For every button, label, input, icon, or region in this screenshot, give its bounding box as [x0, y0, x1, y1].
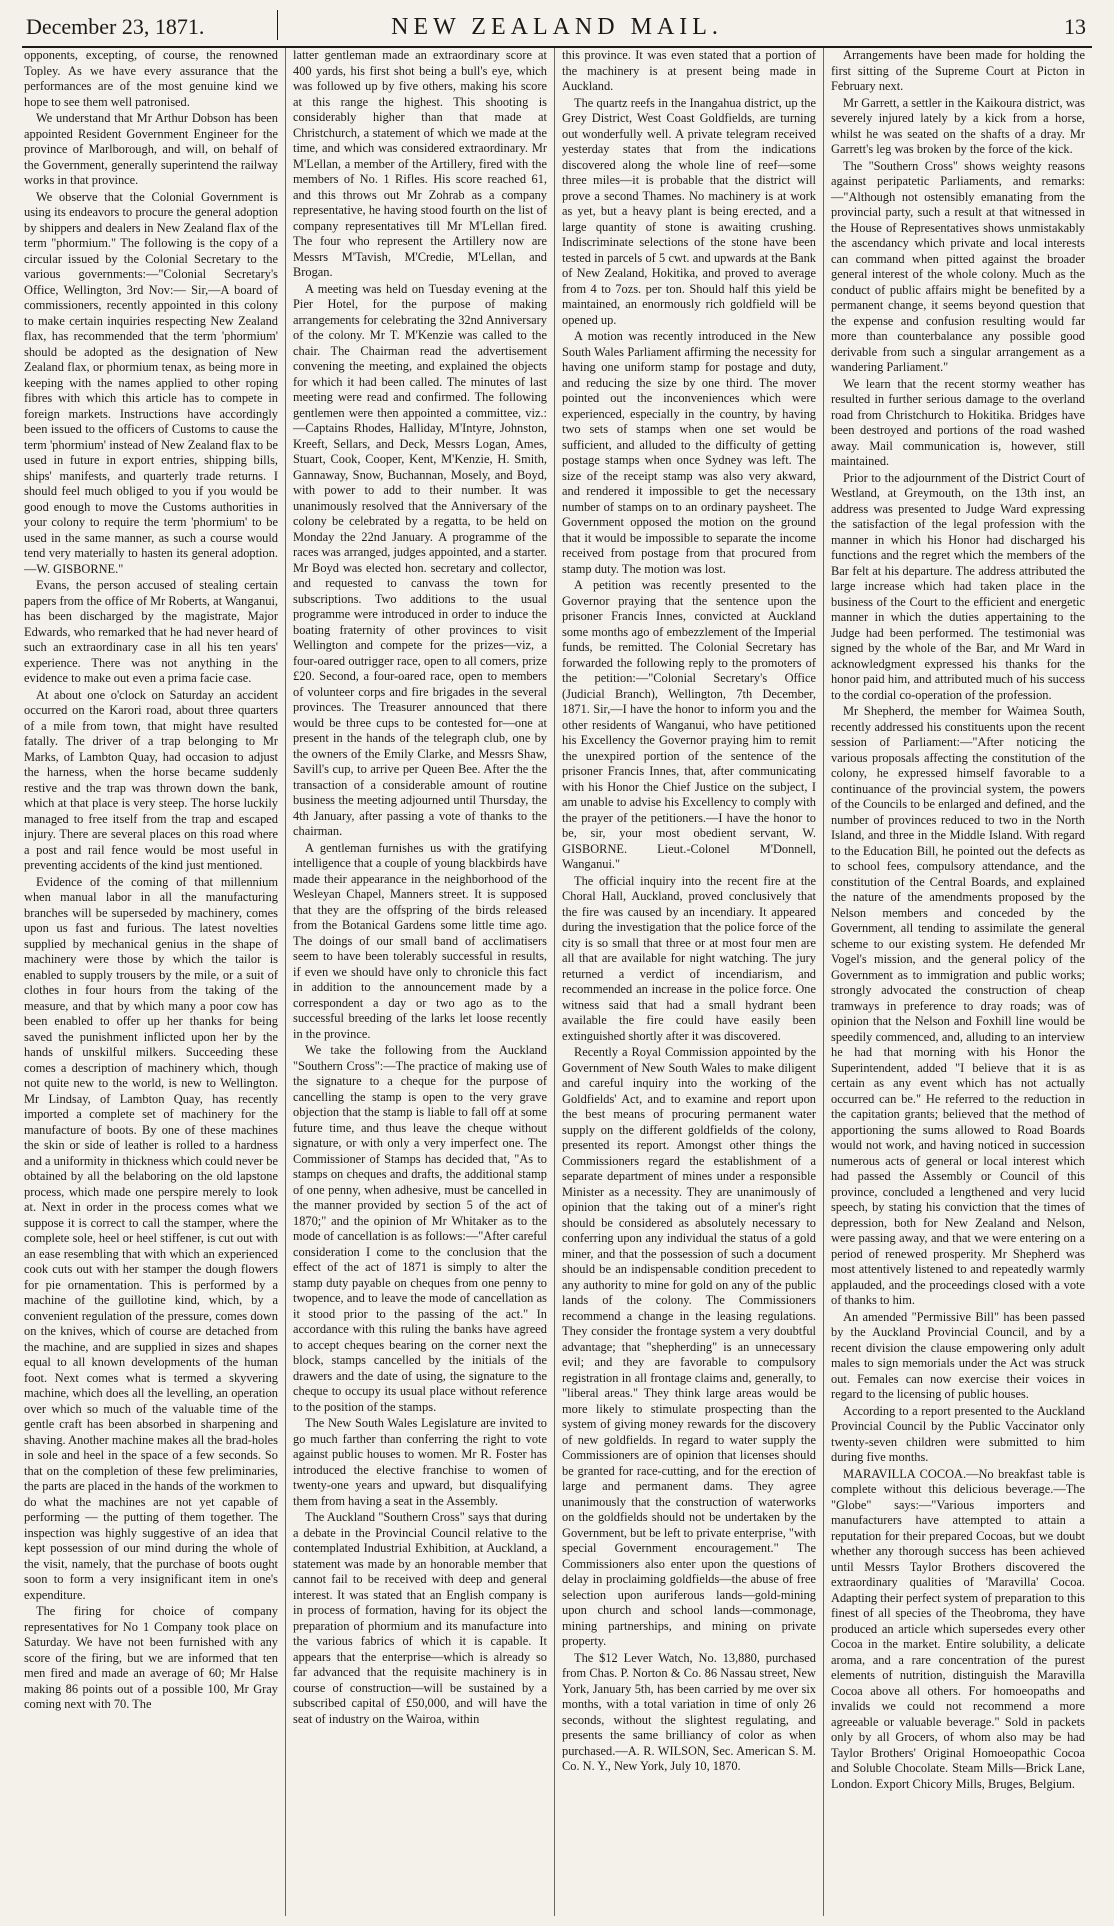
article-paragraph: opponents, excepting, of course, the renowned Topley. As we have every assurance that the performances are of the most genuine kind we hope to see them well patronised. [24, 48, 278, 109]
article-paragraph: We understand that Mr Arthur Dobson has been appointed Resident Government Engineer for the province of Marlborough, and will, on behalf of the Government, generally superintend the railway works in that province. [24, 111, 278, 187]
article-paragraph: Mr Shepherd, the member for Waimea South, recently addressed his constituents upon the recent session of Parliament:—"After noticing the various proposals affecting the constitution of the colony, he expressed himself favorable to a continuance of the provincial system, the powers of the Councils to be enlarged and defined, and the number of provinces reduced to two in the North Island, and three in the Middle Island. With regard to the Education Bill, he pointed out the defects as to school fees, compulsory attendance, and the constitution of the Central Boards, and explained the nature of the amendments proposed by the Nelson members and conceded by the Government, all tending to assimilate the general scheme to our existing system. He defended Mr Vogel's mission, and the general policy of the Government as to immigration and public works; strongly advocated the construction of cheap tramways in preference to dray roads; was of opinion that the Nelson and Foxhill line would be speedily commenced, and, alluding to an interview he had that morning with his Honor the Superintendent, added "I believe that it is as certain as any event which has not actually occurred can be." He referred to the reduction in the capitation grants; believed that the method of apportioning the sums allowed to Road Boards would not work, and having noticed in succession numerous acts of general or local interest which had passed the Assembly or Council of this province, concluded a lengthened and very lucid speech, by stating his conviction that the times of depression, both for New Zealand and Nelson, were passing away, and that we were entering on a period of renewed prosperity. Mr Shepherd was most attentively listened to and repeatedly warmly applauded, and the proceedings closed with a vote of thanks to him. [831, 704, 1085, 1307]
article-paragraph: A petition was recently presented to the Governor praying that the sentence upon the prisoner Francis Innes, convicted at Auckland some months ago of embezzlement of the Imperial funds, be remitted. The Colonial Secretary has forwarded the following reply to the promoters of the petition:—"Colonial Secretary's Office (Judicial Branch), Wellington, 7th December, 1871. Sir,—I have the honor to inform you and the other residents of Wanganui, who have petitioned his Excellency the Governor praying him to remit the unexpired portion of the sentence of the prisoner Francis Innes, that, after communicating with his Honor the Chief Justice on the subject, I am unable to advise his Excellency to comply with the prayer of the petitioners.—I have the honor to be, sir, your most obedient servant, W. GISBORNE. Lieut.-Colonel M'Donnell, Wanganui." [562, 578, 816, 871]
article-paragraph: We take the following from the Auckland "Southern Cross":—The practice of making use of the signature to a cheque for the purpose of cancelling the stamp is open to the very grave objection that the stamp is liable to fall off at some future time, and thus leave the cheque without signature, or with only a very imperfect one. The Commissioner of Stamps has decided that, "As to stamps on cheques and drafts, the additional stamp of one penny, when adhesive, must be cancelled in the manner provided by section 5 of the act of 1870;" and the opinion of Mr Whitaker as to the mode of cancellation is as follows:—"After careful consideration I come to the conclusion that the effect of the act of 1871 is simply to alter the stamp duty payable on cheques from one penny to twopence, and to leave the mode of cancellation as it stood prior to the passing of the act." In accordance with this ruling the banks have agreed to accept cheques bearing on the corner next the block, stamps cancelled by the initials of the drawers and the date of using, the signature to the cheque to occupy its usual place without reference to the position of the stamps. [293, 1043, 547, 1414]
article-paragraph: We learn that the recent stormy weather has resulted in further serious damage to the overland road from Christchurch to Hokitika. Bridges have been destroyed and portions of the road washed away. Mail communication is, however, still maintained. [831, 376, 1085, 468]
article-paragraph: Mr Garrett, a settler in the Kaikoura district, was severely injured lately by a kick from a horse, whilst he was seated on the shafts of a dray. Mr Garrett's leg was broken by the force of the kick. [831, 95, 1085, 156]
article-paragraph: The New South Wales Legislature are invited to go much farther than conferring the right to vote against public houses to women. Mr R. Foster has introduced the elective franchise to women of twenty-one years and upward, but disqualifying them from having a seat in the Assembly. [293, 1416, 547, 1508]
article-paragraph: A gentleman furnishes us with the gratifying intelligence that a couple of young blackbirds have made their appearance in the neighborhood of the Wesleyan Chapel, Manners street. It is supposed that they are the offspring of the birds released from the Botanical Gardens some little time ago. The doings of our small band of acclimatisers seem to have been tolerably successful in results, if even we should have only to chronicle this fact in addition to the announcement made by a correspondent a day or two ago as to the successful breeding of the larks let loose recently in the province. [293, 840, 547, 1041]
article-paragraph: The official inquiry into the recent fire at the Choral Hall, Auckland, proved conclusively that the fire was caused by an incendiary. It appeared during the investigation that the police force of the city is so small that three or at most four men are all that are available for night watching. The jury returned a verdict of incendiarism, and recommended an increase in the police force. One witness said that had a small hydrant been available the fire could have easily been extinguished shortly after it was discovered. [562, 873, 816, 1043]
column-2 [285, 48, 554, 1916]
article-paragraph: The quartz reefs in the Inangahua district, up the Grey District, West Coast Goldfields, are turning out wonderfully well. A private telegram received yesterday states that from the indications discovered along the whole line of reef—some three miles—it is probable that the district will prove a second Thames. No machinery is at work as yet, but a heavy plant is being erected, and a large quantity of stone is awaiting crushing. Indiscriminate selections of the stone have been tested in parcels of 5 cwt. and upwards at the Bank of New Zealand, Hokitika, and proved to average from 4 to 7ozs. per ton. Should half this yield be maintained, an enormously rich goldfield will be opened up. [562, 95, 816, 327]
column-3 [554, 48, 823, 1916]
article-paragraph: A motion was recently introduced in the New South Wales Parliament affirming the necessity for having one uniform stamp for postage and duty, and reducing the size by one third. The mover pointed out the inconveniences which were experienced, especially in the country, by having two sets of stamps when one set would be sufficient, and alluded to the difficulty of getting postage stamps when once Sydney was left. The size of the receipt stamp was also very akward, and rendered it impossible to get the necessary number of stamps on to an ordinary paysheet. The Government opposed the motion on the ground that it would be impossible to separate the income received from postage from that procured from stamp duty. The motion was lost. [562, 329, 816, 576]
article-columns [22, 48, 1092, 1916]
newspaper-title: NEW ZEALAND MAIL. [391, 14, 723, 40]
page-number: 13 [1064, 14, 1086, 39]
article-paragraph: Prior to the adjournment of the District Court of Westland, at Greymouth, on the 13th inst, an address was presented to Judge Ward expressing the satisfaction of the legal profession with the manner in which his Honor had discharged his functions and the regret which the members of the Bar felt at his departure. The address attributed the large increase which had taken place in the business of the Court to the efficient and energetic manner in which the duties appertaining to the Judge had been performed. The testimonial was signed by the whole of the Bar, and Mr Ward in acknowledgment expressed his thanks for the honor paid him, and attributed much of his success to the cordial co-operation of the profession. [831, 470, 1085, 702]
article-paragraph: Arrangements have been made for holding the first sitting of the Supreme Court at Picton in February next. [831, 48, 1085, 93]
article-paragraph: The $12 Lever Watch, No. 13,880, purchased from Chas. P. Norton & Co. 86 Nassau street, New York, January 5th, has been carried by me over six months, with a total variation in time of only 26 seconds, without the slightest regulating, and presents the same brilliancy of color as when purchased.—A. R. WILSON, Sec. American S. M. Co. N. Y., New York, July 10, 1870. [562, 1650, 816, 1773]
article-paragraph: latter gentleman made an extraordinary score at 400 yards, his first shot being a bull's eye, which was followed up by five others, making his score at this range the highest. This shooting is considerably higher than that made at Christchurch, a statement of which we made at the time, and which was considered extraordinary. Mr M'Lellan, a member of the Artillery, fired with the members of No. 1 Rifles. His score reached 61, and this throws out Mr Zohrab as a company representative, he having stood fourth on the list of company representatives till Mr M'Lellan fired. The four who represent the Artillery now are Messrs M'Tavish, M'Credie, M'Lellan, and Brogan. [293, 48, 547, 279]
issue-date: December 23, 1871. [26, 14, 205, 39]
article-paragraph: Recently a Royal Commission appointed by the Government of New South Wales to make diligent and careful inquiry into the working of the Goldfields' Act, and to examine and report upon the best means of procuring permanent water supply on the different goldfields of the colony, presented its report. Amongst other things the Commissioners regard the establishment of a separate department of mines under a responsible Minister as a necessity. They are unanimously of opinion that the taking out of a miner's right should be considered as absolutely necessary to conferring upon any individual the status of a gold miner, and that the possession of such a document should be an indispensable condition precedent to any authority to mine for gold on any of the public lands of the colony. The Commissioners recommend a change in the leasing regulations. They consider the frontage system a very doubtful advantage; that "shepherding" is an unnecessary evil; and they are favorable to compulsory registration in all frontage claims and, generally, to "liberal areas." They think large areas would be more likely to stimulate prospecting than the system of giving money rewards for the discovery of new goldfields. In regard to water supply the Commissioners are of opinion that licenses should be granted for race-cutting, and for the erection of large and permanent dams. They agree unanimously that the construction of waterworks on the goldfields should not be undertaken by the Government, but be left to private enterprise, "with special Government encouragement." The Commissioners also enter upon the questions of delay in proclaiming goldfields—the abuse of free selection upon auriferous lands—gold-mining upon church and school lands—commonage, mining partnerships, and mining on private property. [562, 1045, 816, 1648]
article-paragraph: this province. It was even stated that a portion of the machinery is at present being made in Auckland. [562, 48, 816, 93]
column-1 [22, 48, 285, 1916]
article-paragraph: A meeting was held on Tuesday evening at the Pier Hotel, for the purpose of making arrangements for celebrating the 32nd Anniversary of the colony. Mr T. M'Kenzie was called to the chair. The Chairman read the advertisement convening the meeting, and explained the objects for which it had been called. The minutes of last meeting were read and confirmed. The following gentlemen were then appointed a committee, viz.:—Captains Rhodes, Halliday, M'Intyre, Johnston, Kreeft, Sellars, and Deck, Messrs Logan, Ames, Stuart, Cook, Cooper, Kent, M'Kenzie, H. Smith, Gannaway, Snow, Buchannan, Mosely, and Boyd, with power to add to their number. It was unanimously resolved that the Anniversary of the colony be celebrated by a regatta, to be held on Monday the 22nd January. A programme of the races was arranged, judges appointed, and a starter. Mr Boyd was elected hon. secretary and collector, and requested to canvass the town for subscriptions. Two additions to the usual programme were introduced in order to induce the boating fraternity of other provinces to visit Wellington and compete for the prizes—viz, a four-oared outrigger race, open to all comers, prize £20. Second, a four-oared race, open to members of volunteer corps and fire brigades in the several provinces. The Treasurer announced that there would be three cups to be contested for—one at present in the hands of the telegraph club, one by the owners of the Emily Clarke, and Messrs Shaw, Savill's cup, to arrive per Queen Bee. After the the transaction of a considerable amount of routine business the meeting adjourned until Thursday, the 4th January, after passing a vote of thanks to the chairman. [293, 281, 547, 838]
article-paragraph: The "Southern Cross" shows weighty reasons against peripatetic Parliaments, and remarks:—"Although not ostensibly emanating from the provincial party, such a result at that witnessed in the House of Representatives shows unmistakably the ascendancy which private and local interests can command when pitted against the broader general interest of the whole colony. Much as the conduct of public affairs might be benefited by a permanent change, it seems beyond question that the expense and confusion resulting would far more than counterbalance any possible good derivable from such a singular arrangement as a wandering Parliament." [831, 158, 1085, 374]
article-paragraph: The firing for choice of company representatives for No 1 Company took place on Saturday. We have not been furnished with any score of the firing, but we are informed that ten men fired and made an average of 60; Mr Halse making 86 points out of a possible 100, Mr Gray coming next with 70. The [24, 1604, 278, 1711]
article-paragraph: An amended "Permissive Bill" has been passed by the Auckland Provincial Council, and by a recent division the clause empowering only adult males to sign memorials under the Act was struck out. Females can now exercise their voices in regard to the licensing of public houses. [831, 1309, 1085, 1401]
column-4 [823, 48, 1092, 1916]
article-paragraph: The Auckland "Southern Cross" says that during a debate in the Provincial Council relative to the contemplated Industrial Exhibition, at Auckland, a statement was made by an honorable member that cannot fail to be received with deep and general interest. It was stated that an English company is in process of formation, having for its object the preparation of phormium and its manufacture into the various fabrics of which it is capable. It appears that the enterprise—which is already so far advanced that the requisite machinery is in course of construction—will be sustained by a subscribed capital of £50,000, and will have the seat of industry on the Wairoa, within [293, 1510, 547, 1726]
article-paragraph: According to a report presented to the Auckland Provincial Council by the Public Vaccinator only twenty-seven children were submitted to him during five months. [831, 1403, 1085, 1464]
article-paragraph: Evans, the person accused of stealing certain papers from the office of Mr Roberts, at Wanganui, has been discharged by the magistrate, Major Edwards, who remarked that he had never heard of such an extraordinary case in all his ten years' experience. There was not anything in the evidence to make out even a prima facie case. [24, 578, 278, 685]
article-paragraph: We observe that the Colonial Government is using its endeavors to procure the general adoption by shippers and dealers in New Zealand flax of the term "phormium." The following is the copy of a circular issued by the Colonial Secretary to the various governments:—"Colonial Secretary's Office, Wellington, 3rd Nov:— Sir,—A board of commissioners, recently appointed in this colony to make certain inquiries respecting New Zealand flax, has recommended that the term 'phormium' should be adopted as the designation of New Zealand flax, or phormium tenax, as being more in keeping with the names applied to other roping fibres with which this article has to compete in foreign markets. Instructions have accordingly been issued to the officers of Customs to cause the term 'phormium' instead of New Zealand flax to be used in future in export entries, shipping bills, ships' manifests, and quarterly trade returns. I should feel much obliged to you if you would be good enough to move the Customs authorities in your colony to require the term 'phormium' to be used in the same manner, as such a course would tend very materially to hasten its general adoption.—W. GISBORNE." [24, 189, 278, 576]
article-paragraph: At about one o'clock on Saturday an accident occurred on the Karori road, about three quarters of a mile from town, that might have resulted fatally. The driver of a trap belonging to Mr Marks, of Lambton Quay, had occasion to adjust the harness, when the horse became suddenly restive and the trap was thrown down the bank, which at that place is very steep. The horse luckily managed to free itself from the trap and escaped injury. There are several places on this road where a post and rail fence would be most useful in preventing accidents of the kind just mentioned. [24, 687, 278, 872]
masthead [22, 6, 1092, 48]
article-paragraph: MARAVILLA COCOA.—No breakfast table is complete without this delicious beverage.—The "Globe" says:—"Various importers and manufacturers have attempted to attain a reputation for their prepared Cocoas, but we doubt whether any thorough success has been achieved until Messrs Taylor Brothers discovered the extraordinary qualities of 'Maravilla' Cocoa. Adapting their perfect system of preparation to this finest of all species of the Theobroma, they have produced an article which supersedes every other Cocoa in the market. Entire solubility, a delicate aroma, and a rare concentration of the purest elements of nutrition, distinguish the Maravilla Cocoa above all others. For homoeopaths and invalids we could not recommend a more agreeable or valuable beverage." Sold in packets only by all Grocers, of whom also may be had Taylor Brothers' Original Homoeopathic Cocoa and Soluble Chocolate. Steam Mills—Brick Lane, London. Export Chicory Mills, Bruges, Belgium. [831, 1466, 1085, 1791]
article-paragraph: Evidence of the coming of that millennium when manual labor in all the manufacturing branches will be superseded by machinery, comes upon us fast and furious. The latest novelties supplied by mechanical genius in the shape of machinery were those by which the tailor is enabled to supply trousers by the mile, or a suit of clothes in four hours from the taking of the measure, and that by which many a poor cow has been enabled to offer up her thanks for being saved the punishment inflicted upon her by the hands of unskilful milkers. Succeeding these comes a description of machinery which, though not quite new to the world, is new to Wellington. Mr Lindsay, of Lambton Quay, has recently imported a complete set of machinery for the manufacture of boots. By one of these machines the skin or side of leather is rolled to a hardness and a uniformity in thickness which could never be obtained by all the belaboring on the old lapstone process, which made one perspire merely to look at. Next in order in the process comes what we suppose it is correct to call the stamper, where the complete sole, heel or heel stiffener, is cut out with an ease resembling that with which an experienced cook cuts out with her stamper the dough flowers for pie ornamentation. This is performed by a machine of the guillotine kind, which, by a convenient regulation of the pressure, comes down on the knives, which of course are detached from the machine, and are supplied in sizes and shapes equal to all known developments of the human foot. Next comes what is termed a skyvering machine, which does all the levelling, an operation over which so much of the valuable time of the gentle craft has been absorbed in sharpening and shaving. Another machine makes all the brad-holes in sole and heel in the space of a few seconds. So that on the completion of these few preliminaries, the parts are placed in the hands of the workmen to do what the machines are not yet capable of performing — the putting of them together. The inspection was highly suggestive of an idea that kept possession of our mind during the whole of the visit, namely, that the purchase of boots ought soon to form a very insignificant item in one's expenditure. [24, 874, 278, 1602]
